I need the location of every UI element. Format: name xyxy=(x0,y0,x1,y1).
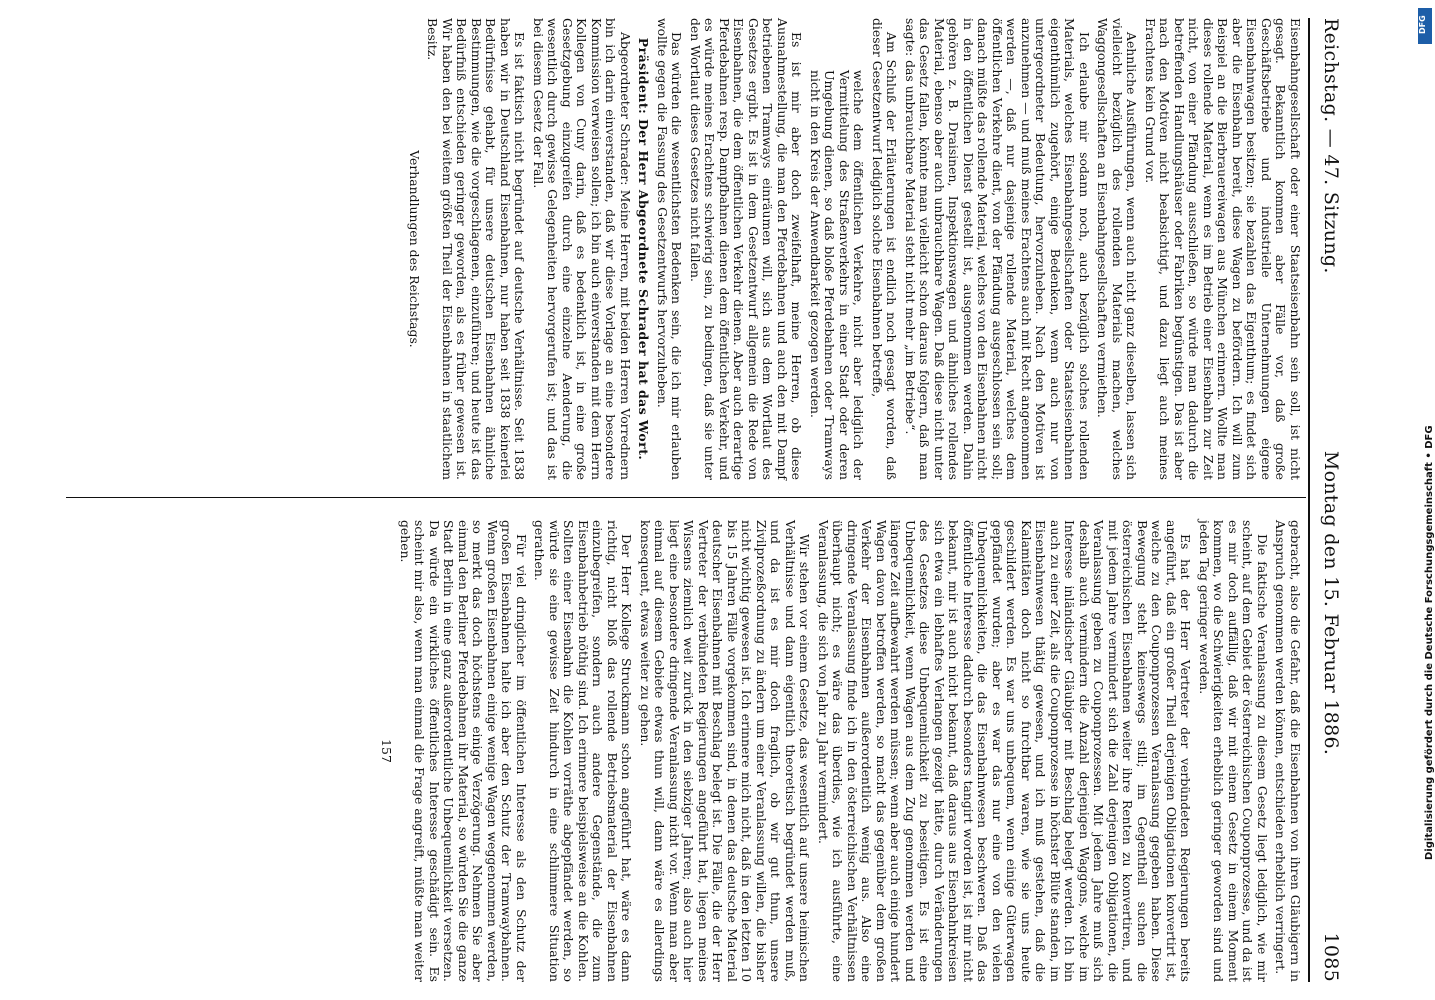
footer-line: Verhandlungen des Reichstags. xyxy=(407,150,422,348)
right-column xyxy=(379,520,1302,982)
paragraph: Die faktische Veranlassung zu diesem Gesetz liegt lediglich, wie mir scheint, auf dem Gebiet der österreichischen Couponprozesse, und da ist es mir doch auffällig, daß wir mit einem Gesetz in einem Moment kommen, wo die Schwierigkeiten erheblich geringer geworden sind und jeden Tag geringer werden. xyxy=(1197,520,1270,982)
paragraph: Wir stehen vor einem Gesetze, das wesentlich auf unsere heimischen Verhältnisse und dann eigentlich theoretisch begründet werden muß, und da ist es mir doch fraglich, ob wir gut thun, unsere Zivilprozeßordnung zu ändern um einer Veranlassung willen, die bisher nicht wichtig gewesen ist. Ich erinnere mich nicht, daß in den letzten 10 bis 15 Jahren Fälle vorgekommen sind, in denen das deutsche Material deutscher Eisenbahnen mit Beschlag belegt ist. Die Fälle, die der Herr Vertreter der verbündeten Regierungen angeführt hat, liegen meines Wissens ziemlich weit zurück in den siebziger Jahren; also auch hier liegt eine besondere dringende Veranlassung nicht vor. Wenn man aber einmal auf diesem Gebiete etwas thun will, dann wäre es allerdings konsequent, etwas weiter zu gehen. xyxy=(638,520,813,982)
credit-text: Digitalisierung gefördert durch die Deutsche Forschungsgemeinschaft • DFG xyxy=(1424,425,1435,860)
paragraph: Es ist faktisch nicht begründet auf deutsche Verhältnisse. Seit 1838 haben wir in Deutschland Eisenbahnen, nur haben seit 1838 keinerlei Bedürfnisse gehabt, für unsere deutschen Eisenbahnen ähnliche Bestimmungen, wie die vorgeschlagenen, einzuführen; und heute ist das Bedürfniß entschieden geringer geworden, als es früher gewesen ist. Wir haben den bei weitem größten Theil der Eisenbahnen in staatlichem Besitz. xyxy=(425,18,528,480)
dfg-logo-icon: DFG xyxy=(1418,8,1432,44)
paragraph: Für viel dringlicher im öffentlichen Interesse als den Schutz der großen Eisenbahnen halte ich aber den Schutz der Tramwaybahnen. Wenn großen Eisenbahnen einige wenige Wagen weggenommen werden, so merkt das doch höchstens einige Verzögerung. Nehmen Sie aber einmal den Berliner Pferdebahnen ihr Material, so würden Sie die ganze Stadt Berlin in eine ganz außerordentliche Unbequemlichkeit versetzen. Da würde ein wirkliches öffentliches Interesse geschädigt sein. Es scheint mir also, wenn man einmal die Frage angreift, müßte man weiter gehen. xyxy=(398,520,529,982)
paragraph: Es ist mir aber doch zweifelhaft, meine Herren, ob diese Ausnahmestellung, die man den Pferdebahnen und auch den mit Dampf betriebenen Tramways einräumen will, sich aus dem Wortlaut des Gesetzes ergibt. Es ist in dem Gesetzentwurf allgemein die Rede von Eisenbahnen, die dem öffentlichen Verkehr dienen. Aber auch derartige Pferdebahnen resp. Dampfbahnen dienen dem öffentlichen Verkehr, und es würde meines Erachtens schwierig sein, zu bedingen, daß sie unter den Wortlaut dieses Gesetzes nicht fallen. xyxy=(688,18,805,480)
paragraph: Eisenbahngesellschaft oder einer Staatseisenbahn sein soll, ist nicht gesagt. Bekanntlich kommen aber Fälle vor, daß große Geschäftsbetriebe und industrielle Unternehmungen eigene Eisenbahnwagen besitzen; sie bezahlen das Eigenthum; es findet sich aber die Eisenbahn bereit, diese Wagen zu befördern. Ich will zum Beispiel an die Bierbrauereiwagen aus München erinnern. Wollte man dieses rollende Material, wenn es im Betrieb einer Eisenbahn zur Zeit nicht, von einer Pfändung ausschließen, so würde man dadurch die betreffenden Handlungshäuser oder Fabriken begünstigen. Das ist aber nach den Motiven nicht beabsichtigt, und dazu liegt auch meines Erachtens kein Grund vor. xyxy=(1143,18,1303,480)
header-date: Montag den 15. Februar 1886. xyxy=(1320,450,1342,756)
paragraph: Aehnliche Ausführungen, wenn auch nicht ganz dieselben, lassen sich vielleicht bezüglich des rollenden Materials machen, welches Waggongesellschaften an Eisenbahngesellschaften vermiethen. xyxy=(1095,18,1140,480)
page-number: 1085 xyxy=(1320,932,1342,982)
paragraph: Am Schluß der Erläuterungen ist endlich noch gesagt worden, daß dieser Gesetzentwurf lediglich solche Eisenbahnen betreffe, xyxy=(870,18,900,480)
quoted-passage: welche dem öffentlichen Verkehre, nicht aber lediglich der Vermittelung des Straßenverkehrs in einer Stadt oder deren Umgebung dienen, so daß bloße Pferdebahnen oder Tramways nicht in den Kreis der Anwendbarkeit gezogen werden. xyxy=(808,70,867,480)
paragraph: Das würden die wesentlichsten Bedenken sein, die ich mir erlauben wollte gegen die Fassung des Gesetzentwurfs hervorzuheben. xyxy=(655,18,685,480)
paragraph: Der Herr Kollege Struckmann schon angeführt hat, wäre es dann richtig, nicht bloß das rollende Betriebsmaterial der Eisenbahnen einzubegreifen, sondern auch andere Gegenstände, die zum Eisenbahnbetrieb nöthig sind. Ich erinnere beispielsweise an die Kohlen. Sollten einer Eisenbahn die Kohlen vorräthe abgepfändet werden, so würde sie eine gewisse Zeit hindurch in eine schlimmere Situation gerathen. xyxy=(532,520,635,982)
header-left: Reichstag. — 47. Sitzung. xyxy=(1320,18,1342,274)
paragraph: gebracht, also die Gefahr, daß die Eisenbahnen von ihren Gläubigern in Anspruch genommen werden können, entschieden erheblich verringert. xyxy=(1273,520,1303,982)
left-column xyxy=(407,18,1303,480)
newspaper-page xyxy=(56,0,1356,1000)
paragraph: Abgeordneter Schrader: Meine Herren, mit beiden Herren Vorrednern bin ich darin einverstanden, daß wir diese Vorlage an eine besondere Kommission verweisen sollen; ich bin auch einverstanden mit dem Herrn Kollegen von Cuny darin, daß es bedenklich ist, in eine große Gesetzgebung einzugreifen durch eine einzelne Aenderung, die wesentlich durch gewisse Gelegenheiten hervorgerufen ist; und das ist bei diesem Gesetz der Fall. xyxy=(531,18,633,480)
paragraph: Ich erlaube mir sodann noch, auch bezüglich solches rollenden Materials, welches Eisenbahngesellschaften oder Staatseisenbahnen eigenthümlich zugehört, einige Bedenken, wenn auch nur von untergeordneter Bedeutung, hervorzuheben. Nach den Motiven ist anzunehmen — und muß meines Erachtens auch mit Recht angenommen werden —, daß nur dasjenige rollende Material, welches dem öffentlichen Verkehre dient, von der Pfändung ausgeschlossen sein soll; danach müßte das rollende Material, welches von den Eisenbahnen nicht in den öffentlichen Dienst gestellt ist, ausgenommen werden. Dahin gehören z. B. Draisinen, Inspektionswagen und ähnliches rollendes Material, ebenso aber auch unbrauchbare Wagen. Daß diese nicht unter das Gesetz fallen, könnte man vielleicht schon daraus folgern, daß man sagte: das unbrauchbare Material steht nicht mehr „im Betriebe“. xyxy=(903,18,1092,480)
column-divider xyxy=(66,497,1306,498)
page-header xyxy=(1314,18,1348,982)
header-rule xyxy=(1308,18,1310,982)
speaker-line: Präsident: Der Herr Abgeordnete Schrader hat das Wort. xyxy=(636,37,652,461)
paragraph: Es hat der Herr Vertreter der verbündeten Regierungen bereits angeführt, daß ein großer Theil derjenigen Obligationen konvertirt ist, welche zu den Couponprozessen Veranlassung gegeben haben. Diese Bewegung steht keineswegs still; im Gegentheil suchen die österreichischen Eisenbahnen weiter ihre Renten zu konvertiren, und mit jedem Jahre vermindert sich die Zahl derjenigen Obligationen, die Veranlassung geben zu Couponprozessen. Mit jedem Jahre muß sich deshalb auch vermindern die Anzahl derjenigen Waggons, welche im Interesse inländischer Gläubiger mit Beschlag belegt werden. Ich bin auch zu einer Zeit, als die Couponprozesse in höchster Blüte standen, im Eisenbahnwesen thätig gewesen, und ich muß gestehen, daß die Kalamitäten doch nicht so furchtbar waren, wie sie uns heute geschildert werden. Es war uns unbequem, wenn einige Güterwagen gepfändet wurden; aber es war das nur eine von den vielen Unbequemlichkeiten, die das Eisenbahnwesen beschweren. Daß das öffentliche Interesse dadurch besonders tangirt worden ist, ist mir nicht bekannt, mir ist auch nicht bekannt, daß daraus aus Eisenbahnkreisen sich etwa ein lebhaftes Verlangen gezeigt hätte, durch Veränderungen des Gesetzes diese Unbequemlichkeit zu beseitigen. Es ist eine Unbequemlichkeit, wenn Wagen aus dem Zug genommen werden und längere Zeit aufbewahrt werden müssen; wenn aber auch einige hundert Wagen davon betroffen werden, so macht das gegenüber dem großen Verkehr der Eisenbahnen außerordentlich wenig aus. Also eine dringende Veranlassung finde ich in den österreichischen Verhältnissen überhaupt nicht; es wäre das überdies, wie ich ausführte, eine Veranlassung, die sich von Jahr zu Jahr vermindert. xyxy=(816,520,1194,982)
signature-number: 157 xyxy=(379,739,395,763)
